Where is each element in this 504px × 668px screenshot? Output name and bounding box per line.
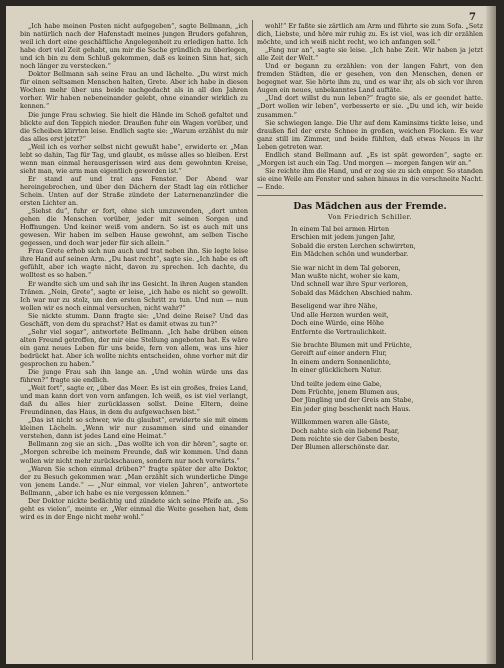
poem-line: Beseligend war ihre Nähe, bbox=[291, 302, 378, 311]
left-paragraph: Sie nickte stumm. Dann fragte sie: „Und deine Reise? Und das Geschäft, von dem du sprachst? Hat es damit etwas zu tun?“ bbox=[20, 311, 248, 328]
left-paragraph: „Siehst du“, fuhr er fort, ohne sich umzuwenden, „dort unten gehen die Menschen vorüber, jeder mit seinen Sorgen und Hoffnungen. Und keiner weiß vom andern. So ist es auch mit uns gewesen. Wir haben im selben Hause gewohnt, am selben Tische gegessen, und doch war jeder für sich allein.“ bbox=[20, 207, 248, 248]
left-paragraph: „Das ist nicht so schwer, wie du glaubst“, erwiderte sie mit einem kleinen Lächeln. „Wenn wir nur zusammen sind und einander verstehen, dann ist jedes Land eine Heimat.“ bbox=[20, 416, 248, 441]
left-paragraph: „Weit fort“, sagte er, „über das Meer. Es ist ein großes, freies Land, und man kann dort von vorn anfangen. Ich weiß, es ist viel verlangt, daß du alles hier zurücklassen sollst. Deine Eltern, deine Freundinnen, das Haus, in dem du aufgewachsen bist.“ bbox=[20, 384, 248, 417]
left-paragraph: „Waren Sie schon einmal drüben?“ fragte später der alte Doktor, der zu Besuch gekommen war. „Man erzählt sich wunderliche Dinge von jenem Lande.“ — „Nur einmal, vor vielen Jahren“, antwortete Bellmann, „aber ich habe es nie vergessen können.“ bbox=[20, 464, 248, 497]
left-paragraph: Der Doktor nickte bedächtig und zündete sich seine Pfeife an. „So geht es vielen“, meinte er. „Wer einmal die Weite gesehen hat, dem wird es in der Enge nicht mehr wohl.“ bbox=[20, 496, 248, 521]
right-paragraph: Sie reichte ihm die Hand, und er zog sie zu sich empor. So standen sie eine Weile am Fenster und sahen hinaus in die verschneite Nacht. — Ende. bbox=[257, 166, 483, 191]
left-paragraph: Er wandte sich um und sah ihr ins Gesicht. In ihren Augen standen Tränen. „Nein, Grete“, sagte er leise, „ich habe es nicht so gewollt. Ich war nur zu stolz, um den ersten Schritt zu tun. Und nun — nun wollen wir es noch einmal versuchen, nicht wahr?“ bbox=[20, 279, 248, 312]
poem-line: Und schnell war ihre Spur verloren, bbox=[291, 280, 409, 289]
poem-line: Der Blumen allerschönste dar. bbox=[291, 443, 390, 452]
poem-title: Das Mädchen aus der Fremde. bbox=[293, 201, 447, 212]
left-column bbox=[20, 22, 248, 658]
poem-stanza bbox=[291, 341, 483, 375]
right-paragraph: wohl!“ Er faßte sie zärtlich am Arm und führte sie zum Sofa. „Setz dich, Liebste, und höre mir ruhig zu. Es ist viel, was ich dir erzählen möchte, und ich weiß nicht recht, wo ich anfangen soll.“ bbox=[257, 22, 483, 47]
poem-stanza bbox=[291, 264, 483, 298]
right-paragraph: „Und dort willst du nun leben?“ fragte sie, als er geendet hatte. „Dort wollen wir leben“, verbesserte er sie. „Du und ich, wir beide zusammen.“ bbox=[257, 94, 483, 119]
poem-stanza bbox=[291, 302, 483, 336]
right-paragraph: Und er begann zu erzählen: von der langen Fahrt, von den fremden Städten, die er gesehen, von den Menschen, denen er begegnet war. Sie hörte ihm zu, und es war ihr, als ob sich vor ihren Augen ein neues, unbekanntes Land auftäte. bbox=[257, 62, 483, 95]
left-paragraph: Die junge Frau sah ihn lange an. „Und wohin würde uns das führen?“ fragte sie endlich. bbox=[20, 368, 248, 385]
poem-stanza bbox=[291, 225, 483, 259]
poem-line: Doch nahte sich ein liebend Paar, bbox=[291, 426, 400, 435]
right-paragraph: „Fang nur an“, sagte sie leise. „Ich habe Zeit. Wir haben ja jetzt alle Zeit der Welt.“ bbox=[257, 46, 483, 63]
left-paragraph: Frau Grete erhob sich nun auch und trat neben ihn. Sie legte leise ihre Hand auf seinen Arm. „Du hast recht“, sagte sie. „Ich habe es oft gefühlt, aber ich wagte nicht, davon zu sprechen. Ich dachte, du wolltest es so haben.“ bbox=[20, 247, 248, 280]
poem-line: Und alle Herzen wurden weit, bbox=[291, 310, 389, 319]
poem-line: Erschien mit jedem jungen Jahr, bbox=[291, 233, 396, 242]
left-paragraph: Doktor Bellmann sah seine Frau an und lächelte. „Du wirst mich für einen seltsamen Menschen halten, Grete. Aber ich habe in diesen Wochen mehr über uns beide nachgedacht als in all den Jahren vorher. Wir haben nebeneinander gelebt, ohne einander wirklich zu kennen.“ bbox=[20, 70, 248, 111]
left-paragraph: Bellmann zog sie an sich. „Das wollte ich von dir hören“, sagte er. „Morgen schreibe ich meinem Freunde, daß wir kommen. Und dann wollen wir nicht mehr zurückschauen, sondern nur noch vorwärts.“ bbox=[20, 440, 248, 465]
poem-line: Ein jeder ging beschenkt nach Haus. bbox=[291, 404, 411, 413]
page-edge-shadow bbox=[486, 6, 496, 664]
poem-line: In einem andern Sonnenlichte, bbox=[291, 357, 392, 366]
poem-author: Von Friedrich Schiller. bbox=[327, 212, 413, 221]
left-paragraph: „Sehr viel sogar“, antwortete Bellmann. „Ich habe drüben einen alten Freund getroffen, der mir eine Stellung angeboten hat. Es wäre ein ganz neues Leben für uns beide, fern von allem, was uns hier bedrückt hat. Aber ich wollte nichts entscheiden, ohne vorher mit dir gesprochen zu haben.“ bbox=[20, 327, 248, 368]
left-paragraph: Er stand auf und trat ans Fenster. Der Abend war hereingebrochen, und über den Dächern der Stadt lag ein rötlicher Schein. Unten auf der Straße zündete der Laternenanzünder die ersten Lichter an. bbox=[20, 174, 248, 208]
poem-line: Dem Früchte, jenem Blumen aus, bbox=[291, 387, 400, 396]
left-paragraph: „Weil ich es vorher selbst nicht gewußt habe“, erwiderte er. „Man lebt so dahin, Tag für Tag, und glaubt, es müsse alles so bleiben. Erst wenn man einmal herausgerissen wird aus dem gewohnten Kreise, sieht man, wie arm man eigentlich geworden ist.“ bbox=[20, 142, 248, 175]
left-paragraph: „Ich habe meinen Posten nicht aufgegeben“, sagte Bellmann, „ich bin natürlich nach der Hafenstadt meines jungen Bruders gefahren, weil ich dort eine geschäftliche Angelegenheit zu erledigen hatte. Ich habe dort viel Zeit gehabt, um mir die Sache gründlich zu überlegen, und ich bin zu dem Schluß gekommen, daß es keinen Sinn hat, sich noch länger zu verstecken.“ bbox=[20, 22, 248, 71]
poem-line: Sie war nicht in dem Tal geboren, bbox=[291, 263, 401, 272]
right-column bbox=[257, 22, 483, 658]
poem-line: In einem Tal bei armen Hirten bbox=[291, 225, 390, 234]
poem-stanza bbox=[291, 380, 483, 414]
poem-line: Gereift auf einer andern Flur, bbox=[291, 349, 387, 358]
poem-line: Sie brachte Blumen mit und Früchte, bbox=[291, 340, 412, 349]
poem-line: Der Jüngling und der Greis am Stabe, bbox=[291, 396, 414, 405]
poem-line: Man wußte nicht, woher sie kam, bbox=[291, 272, 400, 281]
poem-line: Entfernte die Vertraulichkeit. bbox=[291, 327, 387, 336]
poem-line: Dem reichte sie der Gaben beste, bbox=[291, 434, 400, 443]
poem-stanza bbox=[291, 418, 483, 452]
right-paragraph: Endlich stand Bellmann auf. „Es ist spät geworden“, sagte er. „Morgen ist auch ein Tag. Und morgen — morgen fangen wir an.“ bbox=[257, 150, 483, 167]
poem-line: Sobald das Mädchen Abschied nahm. bbox=[291, 288, 413, 297]
poem-line: Doch eine Würde, eine Höhe bbox=[291, 319, 384, 328]
right-paragraph: Sie schwiegen lange. Die Uhr auf dem Kaminsims tickte leise, und draußen fiel der erste Schnee in großen, weichen Flocken. Es war ganz still im Zimmer, und beide fühlten, daß etwas Neues in ihr Leben getreten war. bbox=[257, 118, 483, 151]
poem-line: Willkommen waren alle Gäste, bbox=[291, 418, 390, 427]
poem-line: Ein Mädchen schön und wunderbar. bbox=[291, 250, 409, 259]
poem-line: In einer glücklichern Natur. bbox=[291, 366, 382, 375]
column-divider bbox=[252, 20, 253, 660]
left-paragraph: Die junge Frau schwieg. Sie hielt die Hände im Schoß gefaltet und blickte auf den Teppich nieder. Draußen fuhr ein Wagen vorüber, und die Scheiben klirrten leise. Endlich sagte sie: „Warum erzählst du mir das alles erst jetzt?“ bbox=[20, 110, 248, 143]
poem-line: Sobald die ersten Lerchen schwirrten, bbox=[291, 241, 416, 250]
newspaper-page bbox=[6, 6, 496, 664]
poem-line: Und teilte jedem eine Gabe, bbox=[291, 379, 382, 388]
page-number: 7 bbox=[469, 12, 476, 23]
section-rule bbox=[257, 195, 483, 196]
